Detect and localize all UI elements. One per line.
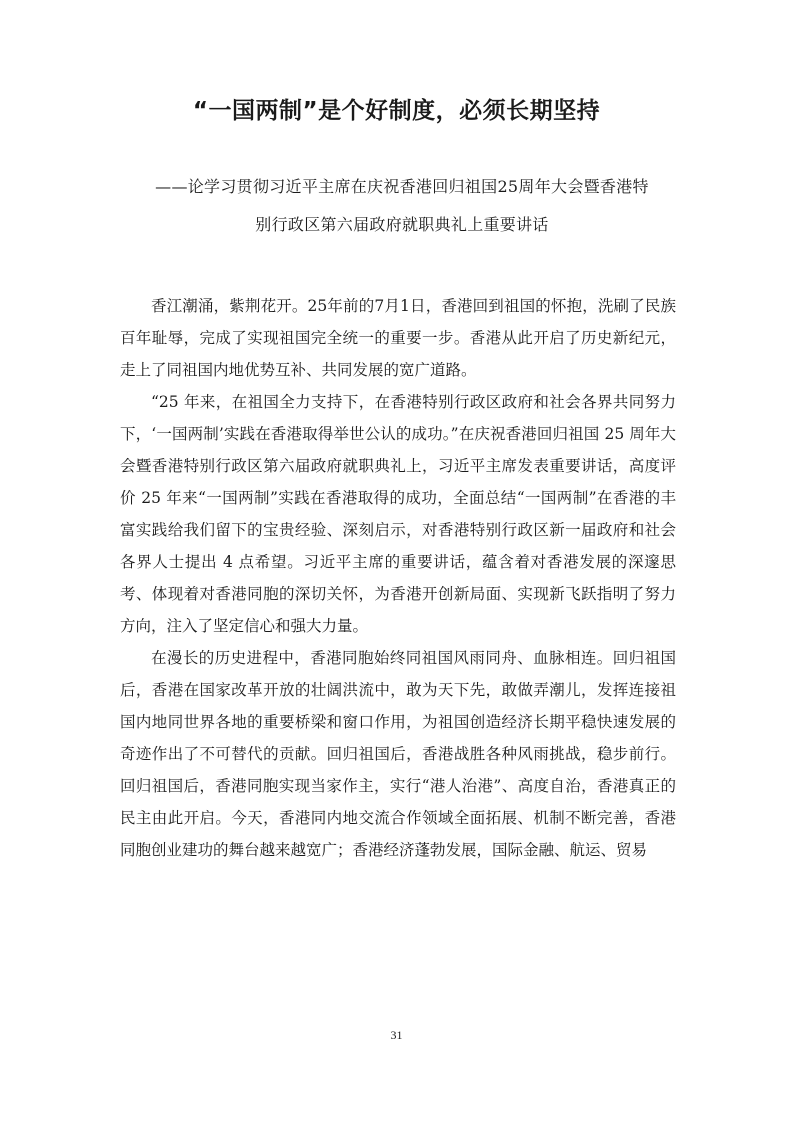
paragraph-1: 香江潮涌，紫荆花开。25年前的7月1日，香港回到祖国的怀抱，洗刷了民族百年耻辱，完成了实现祖国完全统一的重要一步。香港从此开启了历史新纪元，走上了同祖国内地优势互补、共同发展的宽广道路。 <box>120 297 676 379</box>
page-number: 31 <box>390 1028 403 1042</box>
subtitle-line-1: ——论学习贯彻习近平主席在庆祝香港回归祖国25周年大会暨香港特 <box>155 177 649 196</box>
article-title: “一国两制”是个好制度，必须长期坚持 <box>192 98 601 124</box>
paragraph-3: 在漫长的历史进程中，香港同胞始终同祖国风雨同舟、血脉相连。回归祖国后，香港在国家改革开放的壮阔洪流中，敢为天下先，敢做弄潮儿，发挥连接祖国内地同世界各地的重要桥梁和窗口作用，为祖国创造经济长期平稳快速发展的奇迹作出了不可替代的贡献。回归祖国后，香港战胜各种风雨挑战，稳步前行。回归祖国后，香港同胞实现当家作主，实行“港人治港”、高度自治，香港真正的民主由此开启。今天，香港同内地交流合作领域全面拓展、机制不断完善，香港同胞创业建功的舞台越来越宽广；香港经济蓬勃发展，国际金融、航运、贸易 <box>120 649 676 859</box>
paragraph-2: “25 年来，在祖国全力支持下，在香港特别行政区政府和社会各界共同努力下，‘一国两制’实践在香港取得举世公认的成功。”在庆祝香港回归祖国 25 周年大会暨香港特别行政区第六届政府就职典礼上，习近平主席发表重要讲话，高度评价 25 年来“一国两制”实践在香港取得的成功，全面总结“一国两制”在香港的丰富实践给我们留下的宝贵经验、深刻启示，对香港特别行政区新一届政府和社会各界人士提出 4 点希望。习近平主席的重要讲话，蕴含着对香港发展的深邃思考、体现着对香港同胞的深切关怀，为香港开创新局面、实现新飞跃指明了努力方向，注入了坚定信心和强大力量。 <box>120 393 676 635</box>
article-body <box>120 290 676 866</box>
article-subtitle <box>112 168 692 244</box>
subtitle-line-2: 别行政区第六届政府就职典礼上重要讲话 <box>255 215 549 234</box>
